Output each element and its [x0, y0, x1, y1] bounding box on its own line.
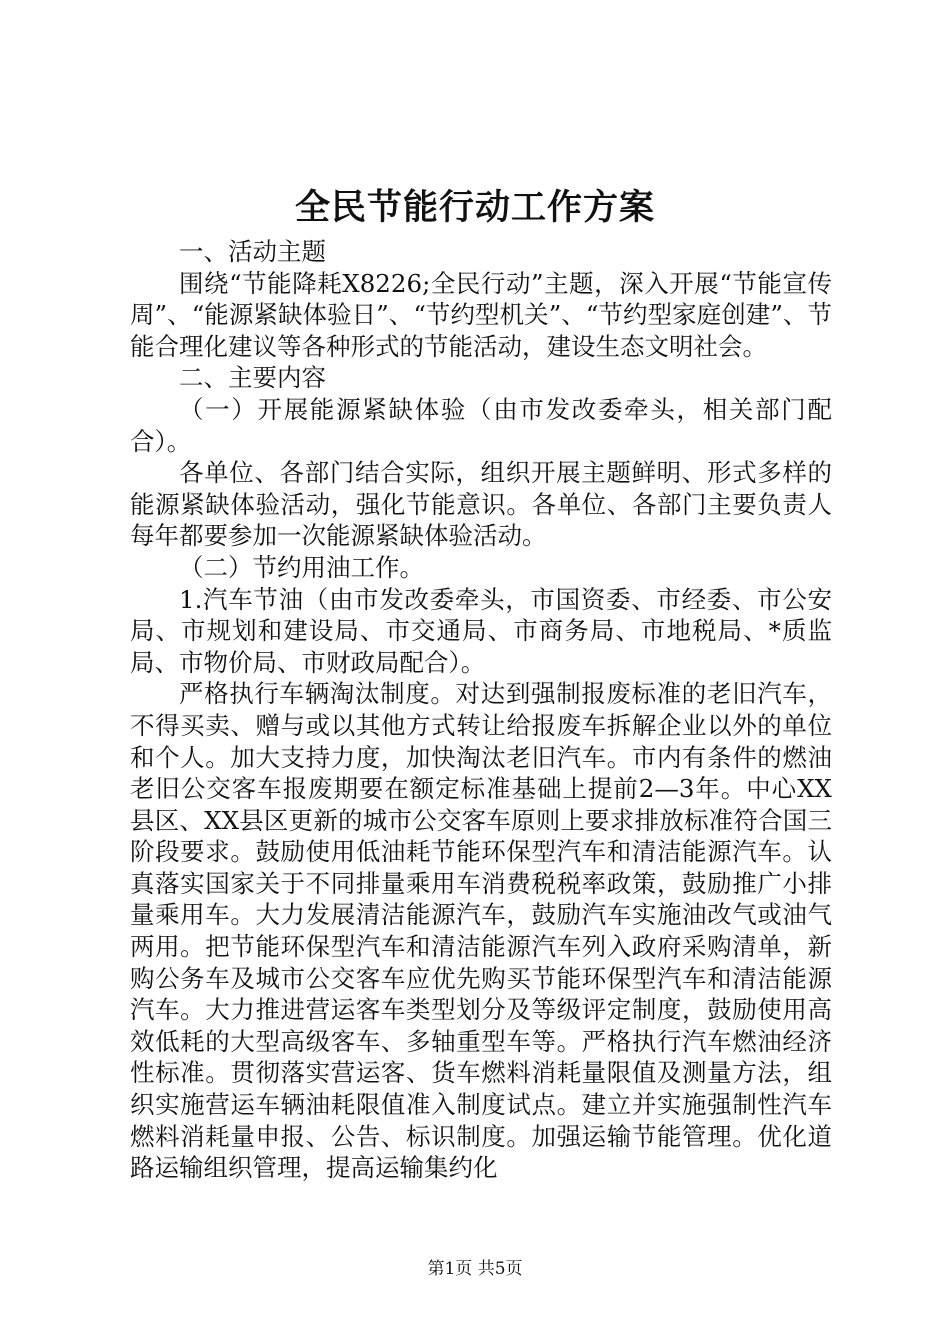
body-paragraph: 严格执行车辆淘汰制度。对达到强制报废标准的老旧汽车，不得买卖、赠与或以其他方式转让给报废车拆解企业以外的单位和个人。加大支持力度，加快淘汰老旧汽车。市内有条件的燃油老旧公交客车报废期要在额定标准基础上提前2—3年。中心XX县区、XX县区更新的城市公交客车原则上要求排放标准符合国三阶段要求。鼓励使用低油耗节能环保型汽车和清洁能源汽车。认真落实国家关于不同排量乘用车消费税税率政策，鼓励推广小排量乘用车。大力发展清洁能源汽车，鼓励汽车实施油改气或油气两用。把节能环保型汽车和清洁能源汽车列入政府采购清单，新购公务车及城市公交客车应优先购买节能环保型汽车和清洁能源汽车。大力推进营运客车类型划分及等级评定制度，鼓励使用高效低耗的大型高级客车、多轴重型车等。严格执行汽车燃油经济性标准。贯彻落实营运客、货车燃料消耗量限值及测量方法，组织实施营运车辆油耗限值准入制度试点。建立并实施强制性汽车燃料消耗量申报、公告、标识制度。加强运输节能管理。优化道路运输组织管理，提高运输集约化	[130, 679, 832, 1183]
section-heading-content: 二、主要内容	[179, 363, 326, 393]
body-paragraph: 围绕“节能降耗X8226;全民行动”主题，深入开展“节能宣传周”、“能源紧缺体验日”、“节约型机关”、“节约型家庭创建”、节能合理化建议等各种形式的节能活动，建设生态文明社会。	[130, 268, 832, 361]
document-title: 全民节能行动工作方案	[294, 188, 655, 228]
body-paragraph: 各单位、各部门结合实际，组织开展主题鲜明、形式多样的能源紧缺体验活动，强化节能意识。各单位、各部门主要负责人每年都要参加一次能源紧缺体验活动。	[130, 458, 832, 551]
document-body	[130, 236, 832, 1184]
page-footer: 第1页 共5页	[427, 1259, 523, 1279]
subsection-heading: （二）节约用油工作。	[179, 552, 424, 582]
section-heading-theme: 一、活动主题	[179, 237, 326, 266]
subsection-heading: （一）开展能源紧缺体验（由市发改委牵头，相关部门配合）。	[130, 394, 832, 456]
body-paragraph: 1.汽车节油（由市发改委牵头，市国资委、市经委、市公安局、市规划和建设局、市交通局、市商务局、市地税局、*质监局、市物价局、市财政局配合）。	[130, 584, 832, 677]
